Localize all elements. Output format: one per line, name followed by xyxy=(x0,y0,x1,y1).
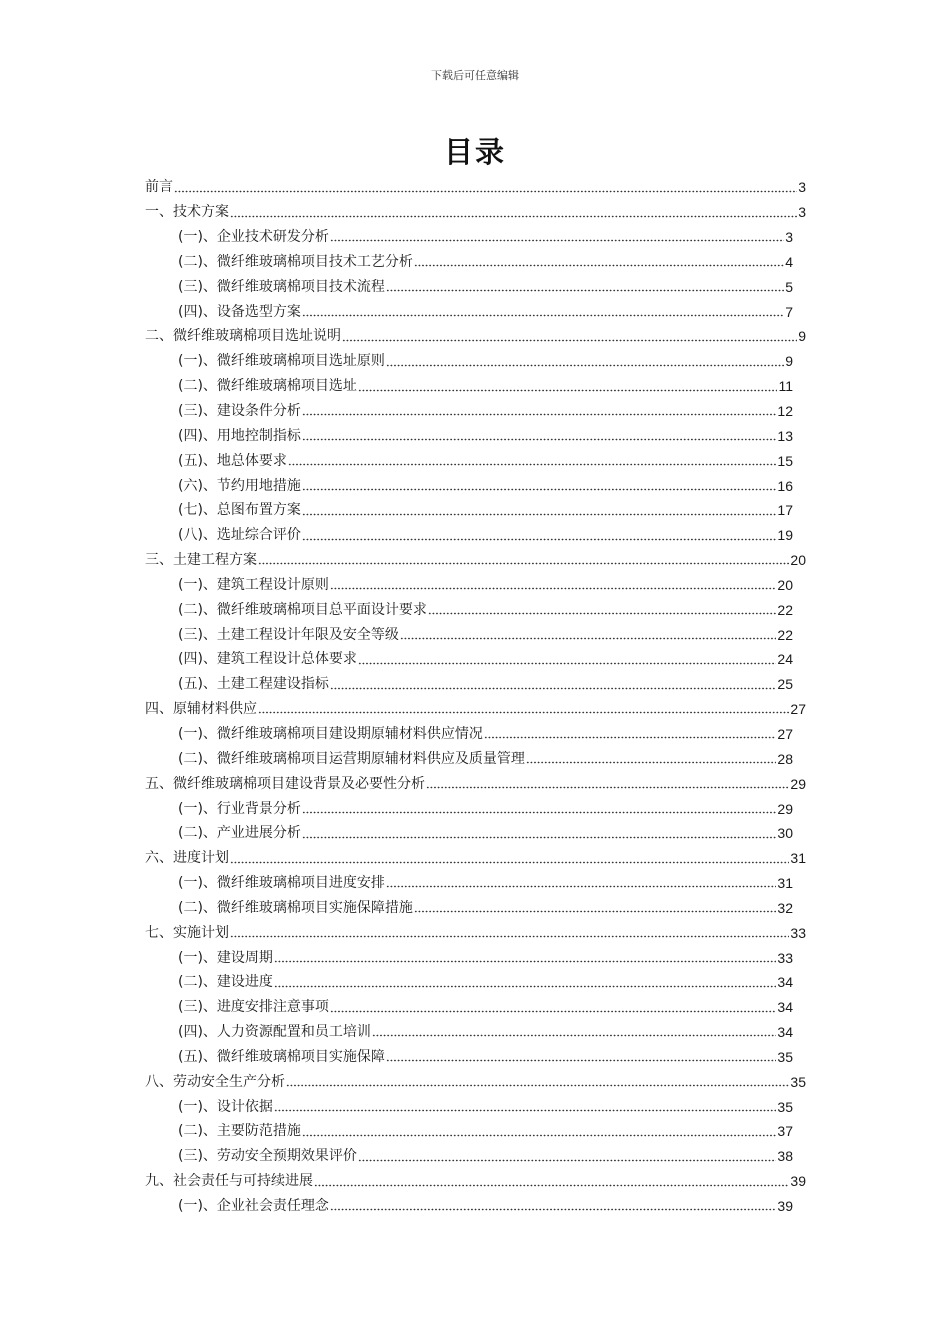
toc-entry-label: (一)、微纤维玻璃棉项目进度安排 xyxy=(178,875,385,892)
toc-dot-leader xyxy=(302,479,776,493)
toc-dot-leader xyxy=(414,901,776,915)
toc-dot-leader xyxy=(330,1000,776,1014)
toc-entry-label: 四、原辅材料供应 xyxy=(145,701,257,718)
toc-dot-leader xyxy=(330,677,776,691)
toc-entry-label: (三)、建设条件分析 xyxy=(178,403,301,420)
toc-entry-page-number: 19 xyxy=(777,527,793,544)
toc-entry[interactable] xyxy=(145,622,806,647)
toc-entry[interactable] xyxy=(145,1194,806,1219)
toc-entry-page-number: 29 xyxy=(777,800,793,817)
toc-entry[interactable] xyxy=(145,1045,806,1070)
toc-entry-label: 五、微纤维玻璃棉项目建设背景及必要性分析 xyxy=(145,775,425,792)
toc-entry[interactable] xyxy=(145,895,806,920)
toc-entry[interactable] xyxy=(145,1069,806,1094)
toc-entry[interactable] xyxy=(145,995,806,1020)
toc-dot-leader xyxy=(386,354,784,368)
toc-dot-leader xyxy=(400,628,776,642)
toc-entry[interactable] xyxy=(145,200,806,225)
toc-entry-page-number: 34 xyxy=(777,999,793,1016)
toc-entry[interactable] xyxy=(145,871,806,896)
toc-entry-label: (一)、微纤维玻璃棉项目建设期原辅材料供应情况 xyxy=(178,725,483,742)
toc-entry-label: 前言 xyxy=(145,179,173,196)
toc-dot-leader xyxy=(358,379,778,393)
toc-dot-leader xyxy=(330,230,784,244)
toc-dot-leader xyxy=(302,802,776,816)
toc-entry-page-number: 9 xyxy=(798,328,806,345)
toc-entry[interactable] xyxy=(145,796,806,821)
toc-entry-label: (五)、地总体要求 xyxy=(178,452,287,469)
toc-entry-page-number: 39 xyxy=(790,1173,806,1190)
toc-entry-page-number: 5 xyxy=(785,278,793,295)
toc-entry-label: (四)、设备选型方案 xyxy=(178,303,301,320)
toc-entry[interactable] xyxy=(145,1119,806,1144)
toc-entry-page-number: 27 xyxy=(777,725,793,742)
toc-entry-page-number: 7 xyxy=(785,303,793,320)
toc-entry-label: (三)、劳动安全预期效果评价 xyxy=(178,1148,357,1165)
toc-entry-page-number: 35 xyxy=(790,1073,806,1090)
toc-title: 目录 xyxy=(443,135,506,169)
toc-entry[interactable] xyxy=(145,175,806,200)
toc-entry-page-number: 33 xyxy=(777,949,793,966)
toc-entry[interactable] xyxy=(145,697,806,722)
toc-dot-leader xyxy=(258,553,789,567)
toc-dot-leader xyxy=(386,280,784,294)
toc-entry-label: (五)、微纤维玻璃棉项目实施保障 xyxy=(178,1048,385,1065)
toc-entry-label: (二)、微纤维玻璃棉项目运营期原辅材料供应及质量管理 xyxy=(178,750,525,767)
toc-entry-page-number: 20 xyxy=(777,576,793,593)
toc-entry[interactable] xyxy=(145,920,806,945)
toc-entry-label: (二)、微纤维玻璃棉项目技术工艺分析 xyxy=(178,253,413,270)
toc-entry-page-number: 30 xyxy=(777,825,793,842)
toc-entry-label: (二)、微纤维玻璃棉项目总平面设计要求 xyxy=(178,601,427,618)
toc-entry-label: (三)、进度安排注意事项 xyxy=(178,999,329,1016)
toc-entry[interactable] xyxy=(145,1020,806,1045)
toc-dot-leader xyxy=(302,404,776,418)
toc-entry[interactable] xyxy=(145,423,806,448)
toc-dot-leader xyxy=(386,1050,776,1064)
toc-dot-leader xyxy=(174,180,797,194)
toc-dot-leader xyxy=(372,1025,776,1039)
toc-dot-leader xyxy=(386,876,776,890)
toc-dot-leader xyxy=(330,578,776,592)
toc-entry-label: (二)、微纤维玻璃棉项目实施保障措施 xyxy=(178,899,413,916)
toc-entry-page-number: 34 xyxy=(777,974,793,991)
toc-entry[interactable] xyxy=(145,846,806,871)
toc-entry[interactable] xyxy=(145,399,806,424)
toc-dot-leader xyxy=(302,503,776,517)
toc-entry[interactable] xyxy=(145,573,806,598)
toc-entry-label: 六、进度计划 xyxy=(145,850,229,867)
toc-entry-label: (二)、主要防范措施 xyxy=(178,1123,301,1140)
toc-entry-label: 二、微纤维玻璃棉项目选址说明 xyxy=(145,328,341,345)
toc-entry-label: 一、技术方案 xyxy=(145,204,229,221)
toc-entry-label: (六)、节约用地措施 xyxy=(178,477,301,494)
toc-entry-label: (一)、建设周期 xyxy=(178,949,273,966)
toc-entry-page-number: 22 xyxy=(777,601,793,618)
toc-entry-page-number: 15 xyxy=(777,452,793,469)
toc-entry-page-number: 31 xyxy=(790,850,806,867)
toc-entry-label: (五)、土建工程建设指标 xyxy=(178,676,329,693)
toc-dot-leader xyxy=(342,329,797,343)
toc-entry-page-number: 20 xyxy=(790,552,806,569)
toc-entry[interactable] xyxy=(145,498,806,523)
toc-entry-page-number: 33 xyxy=(790,924,806,941)
toc-entry[interactable] xyxy=(145,299,806,324)
toc-entry-label: (四)、人力资源配置和员工培训 xyxy=(178,1024,371,1041)
toc-entry-page-number: 32 xyxy=(777,899,793,916)
toc-entry-label: (一)、企业技术研发分析 xyxy=(178,229,329,246)
toc-entry[interactable] xyxy=(145,225,806,250)
toc-entry[interactable] xyxy=(145,250,806,275)
toc-entry-label: (二)、建设进度 xyxy=(178,974,273,991)
toc-entry-page-number: 38 xyxy=(777,1148,793,1165)
toc-dot-leader xyxy=(358,652,776,666)
toc-entry-page-number: 3 xyxy=(798,179,806,196)
toc-entry[interactable] xyxy=(145,771,806,796)
toc-entry[interactable] xyxy=(145,970,806,995)
toc-entry[interactable] xyxy=(145,274,806,299)
toc-dot-leader xyxy=(302,826,776,840)
toc-dot-leader xyxy=(314,1174,789,1188)
table-of-contents xyxy=(145,175,806,1218)
toc-dot-leader xyxy=(286,1075,789,1089)
toc-entry-page-number: 11 xyxy=(778,378,793,395)
toc-dot-leader xyxy=(274,951,776,965)
toc-dot-leader xyxy=(484,727,776,741)
toc-entry[interactable] xyxy=(145,349,806,374)
toc-dot-leader xyxy=(428,603,776,617)
toc-entry-label: (一)、行业背景分析 xyxy=(178,800,301,817)
toc-entry-page-number: 35 xyxy=(777,1048,793,1065)
toc-entry-page-number: 12 xyxy=(777,403,793,420)
toc-entry-page-number: 28 xyxy=(777,750,793,767)
toc-entry-label: (二)、微纤维玻璃棉项目选址 xyxy=(178,378,357,395)
toc-entry[interactable] xyxy=(145,945,806,970)
toc-dot-leader xyxy=(302,305,784,319)
toc-entry-label: (四)、建筑工程设计总体要求 xyxy=(178,651,357,668)
toc-dot-leader xyxy=(330,1199,776,1213)
toc-entry[interactable] xyxy=(145,448,806,473)
toc-entry-page-number: 9 xyxy=(785,353,793,370)
toc-entry-label: 七、实施计划 xyxy=(145,924,229,941)
toc-entry[interactable] xyxy=(145,597,806,622)
toc-entry-page-number: 34 xyxy=(777,1024,793,1041)
toc-entry[interactable] xyxy=(145,746,806,771)
toc-entry[interactable] xyxy=(145,1094,806,1119)
toc-entry-label: 三、土建工程方案 xyxy=(145,552,257,569)
toc-dot-leader xyxy=(288,454,776,468)
toc-dot-leader xyxy=(230,205,797,219)
toc-entry-label: (一)、建筑工程设计原则 xyxy=(178,576,329,593)
toc-entry-page-number: 39 xyxy=(777,1198,793,1215)
toc-dot-leader xyxy=(526,752,776,766)
toc-entry-label: (一)、企业社会责任理念 xyxy=(178,1198,329,1215)
toc-entry-page-number: 13 xyxy=(777,427,793,444)
toc-entry-label: (四)、用地控制指标 xyxy=(178,427,301,444)
toc-entry-page-number: 25 xyxy=(777,676,793,693)
header-note: 下载后可任意编辑 xyxy=(431,69,519,82)
toc-entry-page-number: 3 xyxy=(798,204,806,221)
toc-entry-label: (七)、总图布置方案 xyxy=(178,502,301,519)
toc-entry[interactable] xyxy=(145,821,806,846)
toc-entry-page-number: 35 xyxy=(777,1098,793,1115)
toc-dot-leader xyxy=(230,926,789,940)
toc-entry-label: (一)、设计依据 xyxy=(178,1098,273,1115)
toc-entry-label: (三)、土建工程设计年限及安全等级 xyxy=(178,626,399,643)
toc-entry-page-number: 17 xyxy=(777,502,793,519)
toc-entry-page-number: 27 xyxy=(790,701,806,718)
toc-dot-leader xyxy=(258,702,789,716)
toc-entry[interactable] xyxy=(145,722,806,747)
toc-dot-leader xyxy=(302,1124,776,1138)
toc-entry-page-number: 24 xyxy=(777,651,793,668)
toc-entry-label: (八)、选址综合评价 xyxy=(178,527,301,544)
toc-entry-page-number: 29 xyxy=(790,775,806,792)
toc-dot-leader xyxy=(302,429,776,443)
toc-entry-page-number: 31 xyxy=(777,875,793,892)
toc-dot-leader xyxy=(302,528,776,542)
toc-entry-page-number: 3 xyxy=(785,229,793,246)
toc-dot-leader xyxy=(358,1149,776,1163)
toc-entry-label: 九、社会责任与可持续进展 xyxy=(145,1173,313,1190)
toc-entry-page-number: 22 xyxy=(777,626,793,643)
toc-dot-leader xyxy=(274,975,776,989)
toc-entry[interactable] xyxy=(145,1169,806,1194)
toc-entry-page-number: 37 xyxy=(777,1123,793,1140)
toc-entry[interactable] xyxy=(145,324,806,349)
toc-dot-leader xyxy=(230,851,789,865)
toc-dot-leader xyxy=(274,1100,776,1114)
toc-entry-label: (三)、微纤维玻璃棉项目技术流程 xyxy=(178,278,385,295)
toc-entry[interactable] xyxy=(145,1144,806,1169)
toc-entry[interactable] xyxy=(145,647,806,672)
toc-entry[interactable] xyxy=(145,548,806,573)
toc-dot-leader xyxy=(414,255,784,269)
toc-entry-label: 八、劳动安全生产分析 xyxy=(145,1073,285,1090)
toc-entry-page-number: 16 xyxy=(777,477,793,494)
toc-entry-label: (二)、产业进展分析 xyxy=(178,825,301,842)
toc-dot-leader xyxy=(426,777,789,791)
toc-entry[interactable] xyxy=(145,672,806,697)
toc-entry-label: (一)、微纤维玻璃棉项目选址原则 xyxy=(178,353,385,370)
toc-entry[interactable] xyxy=(145,473,806,498)
toc-entry[interactable] xyxy=(145,374,806,399)
toc-entry[interactable] xyxy=(145,523,806,548)
toc-entry-page-number: 4 xyxy=(785,253,793,270)
